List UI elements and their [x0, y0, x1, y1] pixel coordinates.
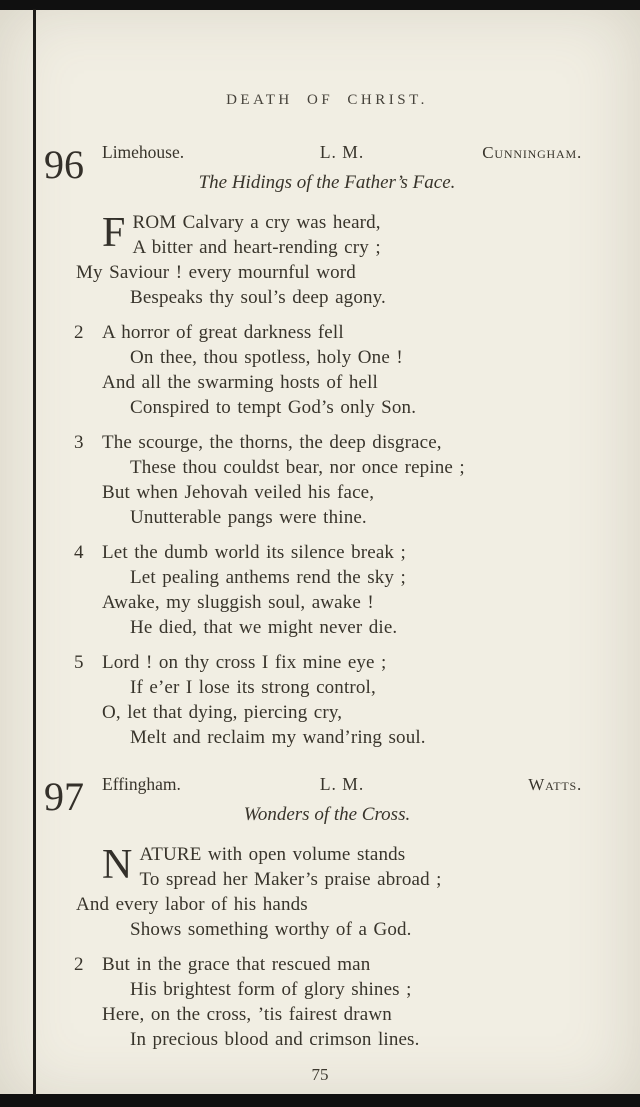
- verse-line-text: Bespeaks thy soul’s deep agony.: [130, 287, 386, 308]
- verse-number: 2: [74, 322, 84, 343]
- verse-line: [76, 892, 582, 917]
- hymn-meta-row: [72, 142, 582, 166]
- verse-line: [74, 540, 582, 565]
- verse-2: [72, 952, 582, 1052]
- verse-line: [74, 952, 582, 977]
- verse-line-text: His brightest form of glory shines ;: [130, 979, 412, 1000]
- hymn-title: Wonders of the Cross.: [243, 804, 411, 825]
- verse-line: [130, 977, 582, 1002]
- verse-line-text: On thee, thou spotless, holy One !: [130, 347, 403, 368]
- hymn-97: [44, 774, 582, 1052]
- attribution: Cunningham.: [482, 143, 582, 162]
- verse-line: [74, 650, 582, 675]
- verse-line-text: My Saviour ! every mournful word: [76, 262, 356, 283]
- attribution: Watts.: [528, 775, 582, 794]
- verse-line: [102, 1002, 582, 1027]
- tune-name: Effingham.: [102, 774, 181, 794]
- verse-line: [130, 235, 582, 260]
- verse-number: 5: [74, 652, 84, 673]
- verse-line-text: Lord ! on thy cross I fix mine eye ;: [102, 652, 387, 673]
- verse-number: 4: [74, 542, 84, 563]
- verse-line-text: Let the dumb world its silence break ;: [102, 542, 406, 563]
- verse-line-text: O, let that dying, piercing cry,: [102, 702, 343, 723]
- verse-line-text: These thou couldst bear, nor once repine ;: [130, 457, 465, 478]
- hymn-96: [44, 142, 582, 750]
- verse-line: [74, 320, 582, 345]
- verse-line-text: To spread her Maker’s praise abroad ;: [139, 869, 442, 890]
- verse-line: [130, 675, 582, 700]
- verse-line-text: In precious blood and crimson lines.: [130, 1029, 420, 1050]
- verse-line-text: ROM Calvary a cry was heard,: [132, 212, 381, 233]
- verse-line: [130, 1027, 582, 1052]
- verse-line: [130, 565, 582, 590]
- verse-line-text: The scourge, the thorns, the deep disgrace,: [102, 432, 442, 453]
- verse-line: [130, 285, 582, 310]
- verse-1: [72, 842, 582, 942]
- hymn-meta-row: [72, 774, 582, 798]
- verse-4: [72, 540, 582, 640]
- verse-line-text: ATURE with open volume stands: [139, 844, 406, 865]
- verse-1: [72, 210, 582, 310]
- tune-name: Limehouse.: [102, 142, 185, 162]
- meter: L. M.: [319, 142, 365, 162]
- meter: L. M.: [319, 774, 365, 794]
- verse-line: [102, 480, 582, 505]
- verse-line-text: If e’er I lose its strong control,: [130, 677, 376, 698]
- verse-line: [130, 455, 582, 480]
- verse-line-text: A bitter and heart-rending cry ;: [132, 237, 381, 258]
- page-content: [44, 0, 582, 1107]
- verse-line-text: Awake, my sluggish soul, awake !: [102, 592, 374, 613]
- verse-number: 2: [74, 954, 84, 975]
- verse-line-text: Unutterable pangs were thine.: [130, 507, 367, 528]
- verse-line-text: A horror of great darkness fell: [102, 322, 344, 343]
- verse-line-text: Shows something worthy of a God.: [130, 919, 412, 940]
- verse-line: [130, 395, 582, 420]
- drop-cap: F: [102, 210, 126, 256]
- verse-line: [102, 370, 582, 395]
- verse-line-text: But in the grace that rescued man: [102, 954, 371, 975]
- verse-line-text: Conspired to tempt God’s only Son.: [130, 397, 417, 418]
- verse-line-text: And every labor of his hands: [76, 894, 308, 915]
- verse-line-text: Let pealing anthems rend the sky ;: [130, 567, 406, 588]
- verse-line: [130, 917, 582, 942]
- hymn-97-header: [44, 774, 582, 830]
- verse-line-text: Melt and reclaim my wand’ring soul.: [130, 727, 426, 748]
- hymn-96-header: [44, 142, 582, 198]
- verse-line: [130, 615, 582, 640]
- verse-line: [76, 260, 582, 285]
- hymn-number: 96: [44, 142, 84, 187]
- drop-cap: N: [102, 842, 133, 888]
- verse-line: [102, 700, 582, 725]
- verse-line-text: Here, on the cross, ’tis fairest drawn: [102, 1004, 392, 1025]
- verse-line-text: He died, that we might never die.: [130, 617, 398, 638]
- verse-number: 3: [74, 432, 84, 453]
- verse-line-text: And all the swarming hosts of hell: [102, 372, 378, 393]
- hymn-number: 97: [44, 774, 84, 819]
- verse-line-text: But when Jehovah veiled his face,: [102, 482, 375, 503]
- verse-2: [72, 320, 582, 420]
- page-edge-left: [33, 9, 36, 1095]
- verse-line: [130, 505, 582, 530]
- page-number: 75: [311, 1065, 329, 1084]
- verse-line: [130, 725, 582, 750]
- hymn-title: The Hidings of the Father’s Face.: [198, 172, 456, 193]
- verse-line: [130, 345, 582, 370]
- verse-3: [72, 430, 582, 530]
- verse-5: [72, 650, 582, 750]
- running-header: DEATH OF CHRIST.: [226, 92, 428, 108]
- verse-line: [130, 867, 582, 892]
- verse-line: [102, 590, 582, 615]
- verse-line: [74, 430, 582, 455]
